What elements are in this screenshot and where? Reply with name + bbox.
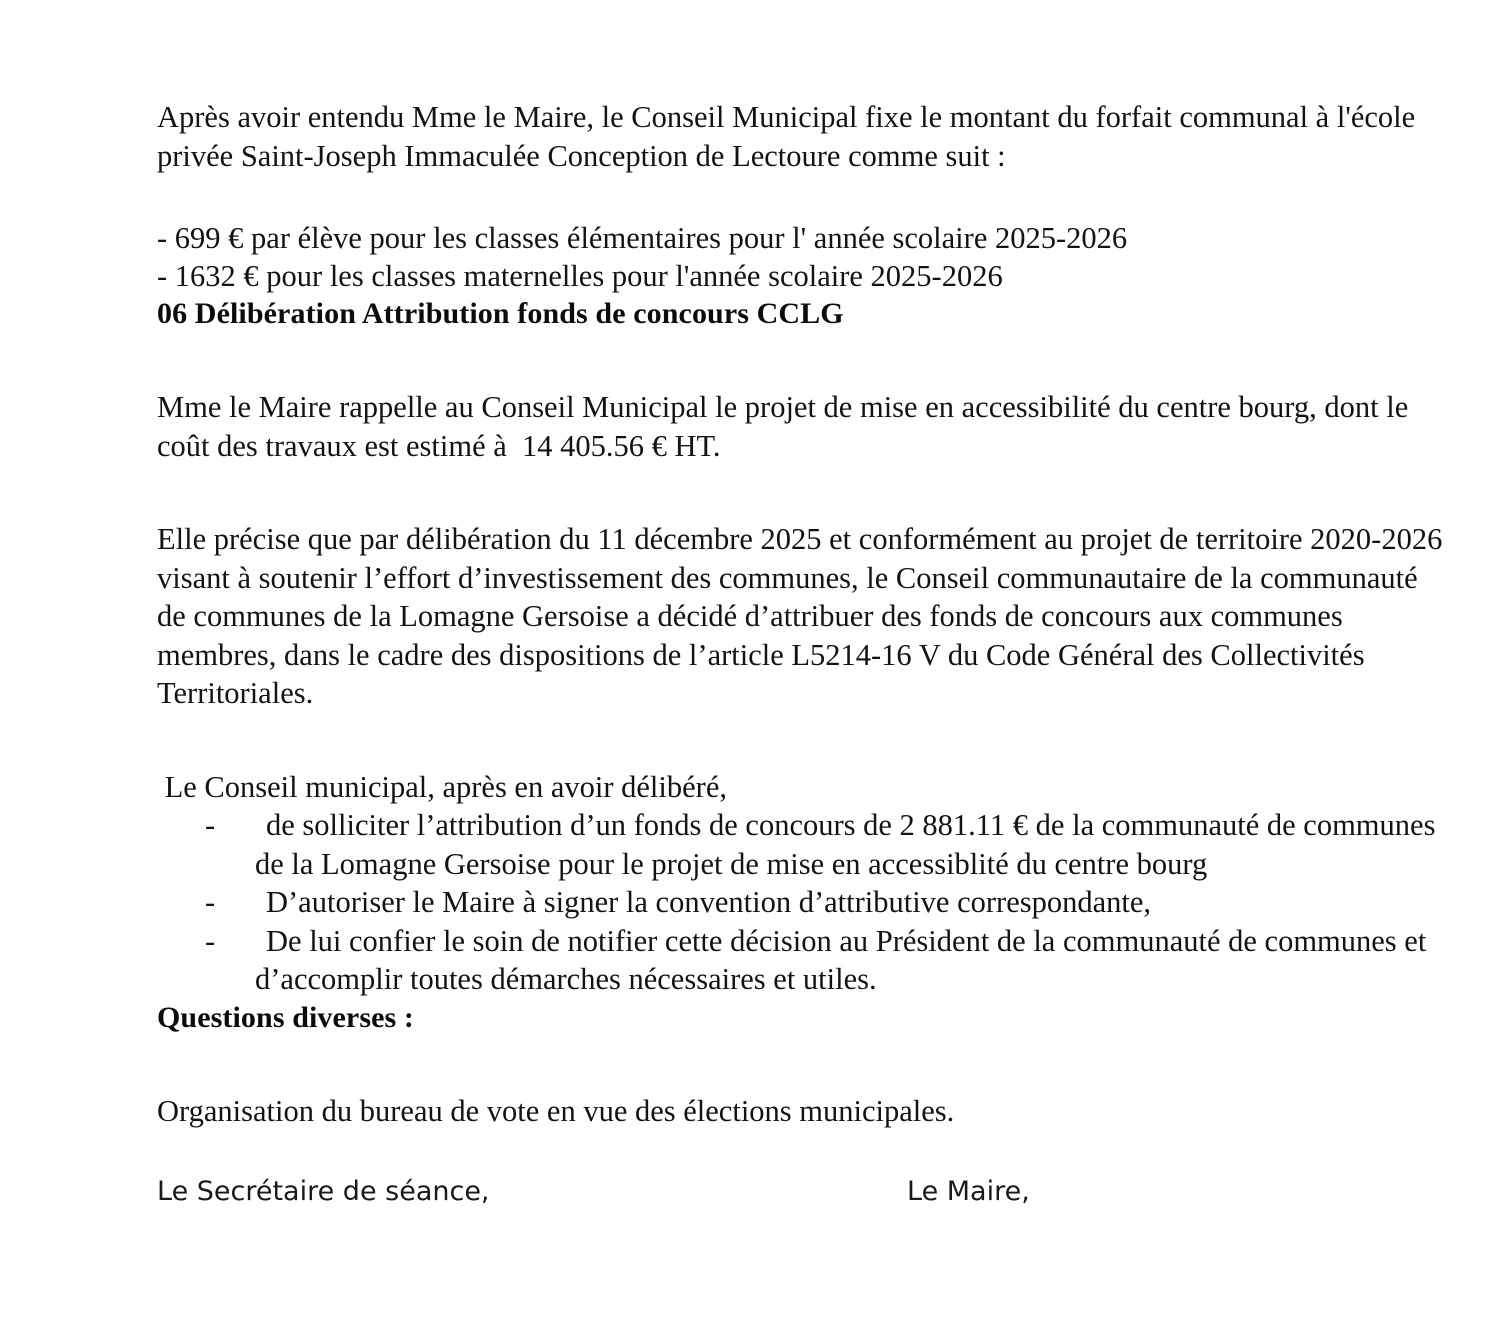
list-item-text: de solliciter l’attribution d’un fonds de concours de 2 881.11 € de la communauté de communes de la Lomagne Gersoise pour le projet de mise en accessiblité du centre bourg xyxy=(255,808,1436,881)
questions-paragraph: Organisation du bureau de vote en vue des élections municipales. xyxy=(157,1093,955,1128)
list-item xyxy=(157,922,1447,999)
bullet-marker-icon: - xyxy=(205,885,216,919)
amount-line-maternelles: - 1632 € pour les classes maternelles pour l'année scolaire 2025-2026 xyxy=(157,259,1003,293)
signature-row xyxy=(157,1174,1447,1214)
list-item xyxy=(157,883,1447,922)
deliberation-heading: 06 Délibération Attribution fonds de concours CCLG xyxy=(157,297,844,330)
amounts-block xyxy=(157,219,1447,295)
bullet-marker-icon: - xyxy=(205,808,216,842)
questions-heading: Questions diverses : xyxy=(157,1000,414,1034)
signature-mayor-label: Le Maire, xyxy=(907,1176,1030,1207)
list-item-text: De lui confier le soin de notifier cette décision au Président de la communauté de communes et d’accomplir toutes démarches nécessaires et utiles. xyxy=(255,923,1427,996)
deliberation-lead-in: Le Conseil municipal, après en avoir délibéré, xyxy=(157,769,727,804)
list-item xyxy=(157,806,1447,883)
deliberation-paragraph-1: Mme le Maire rappelle au Conseil Municipal le projet de mise en accessibilité du centre bourg, dont le coût des travaux est estimé à 14 405.56 € HT. xyxy=(157,390,1416,463)
signature-secretary-label: Le Secrétaire de séance, xyxy=(157,1176,490,1207)
document-body xyxy=(157,98,1450,1130)
resolution-list xyxy=(157,806,1447,999)
intro-paragraph: Après avoir entendu Mme le Maire, le Conseil Municipal fixe le montant du forfait communal à l'école privée Saint-Joseph Immaculée Conception de Lectoure comme suit : xyxy=(157,100,1423,173)
deliberation-paragraph-2: Elle précise que par délibération du 11 décembre 2025 et conformément au projet de territoire 2020-2026 visant à soutenir l’effort d’investissement des communes, le Conseil communautaire de la communauté de communes de la Lomagne Gersoise a décidé d’attribuer des fonds de concours aux communes membres, dans le cadre des dispositions de l’article L5214-16 V du Code Général des Collectivités Territoriales. xyxy=(157,522,1450,710)
list-item-text: D’autoriser le Maire à signer la convention d’attributive correspondante, xyxy=(266,885,1152,919)
bullet-marker-icon: - xyxy=(205,923,216,958)
amount-line-elementaires: - 699 € par élève pour les classes élémentaires pour l' année scolaire 2025-2026 xyxy=(157,221,1128,255)
